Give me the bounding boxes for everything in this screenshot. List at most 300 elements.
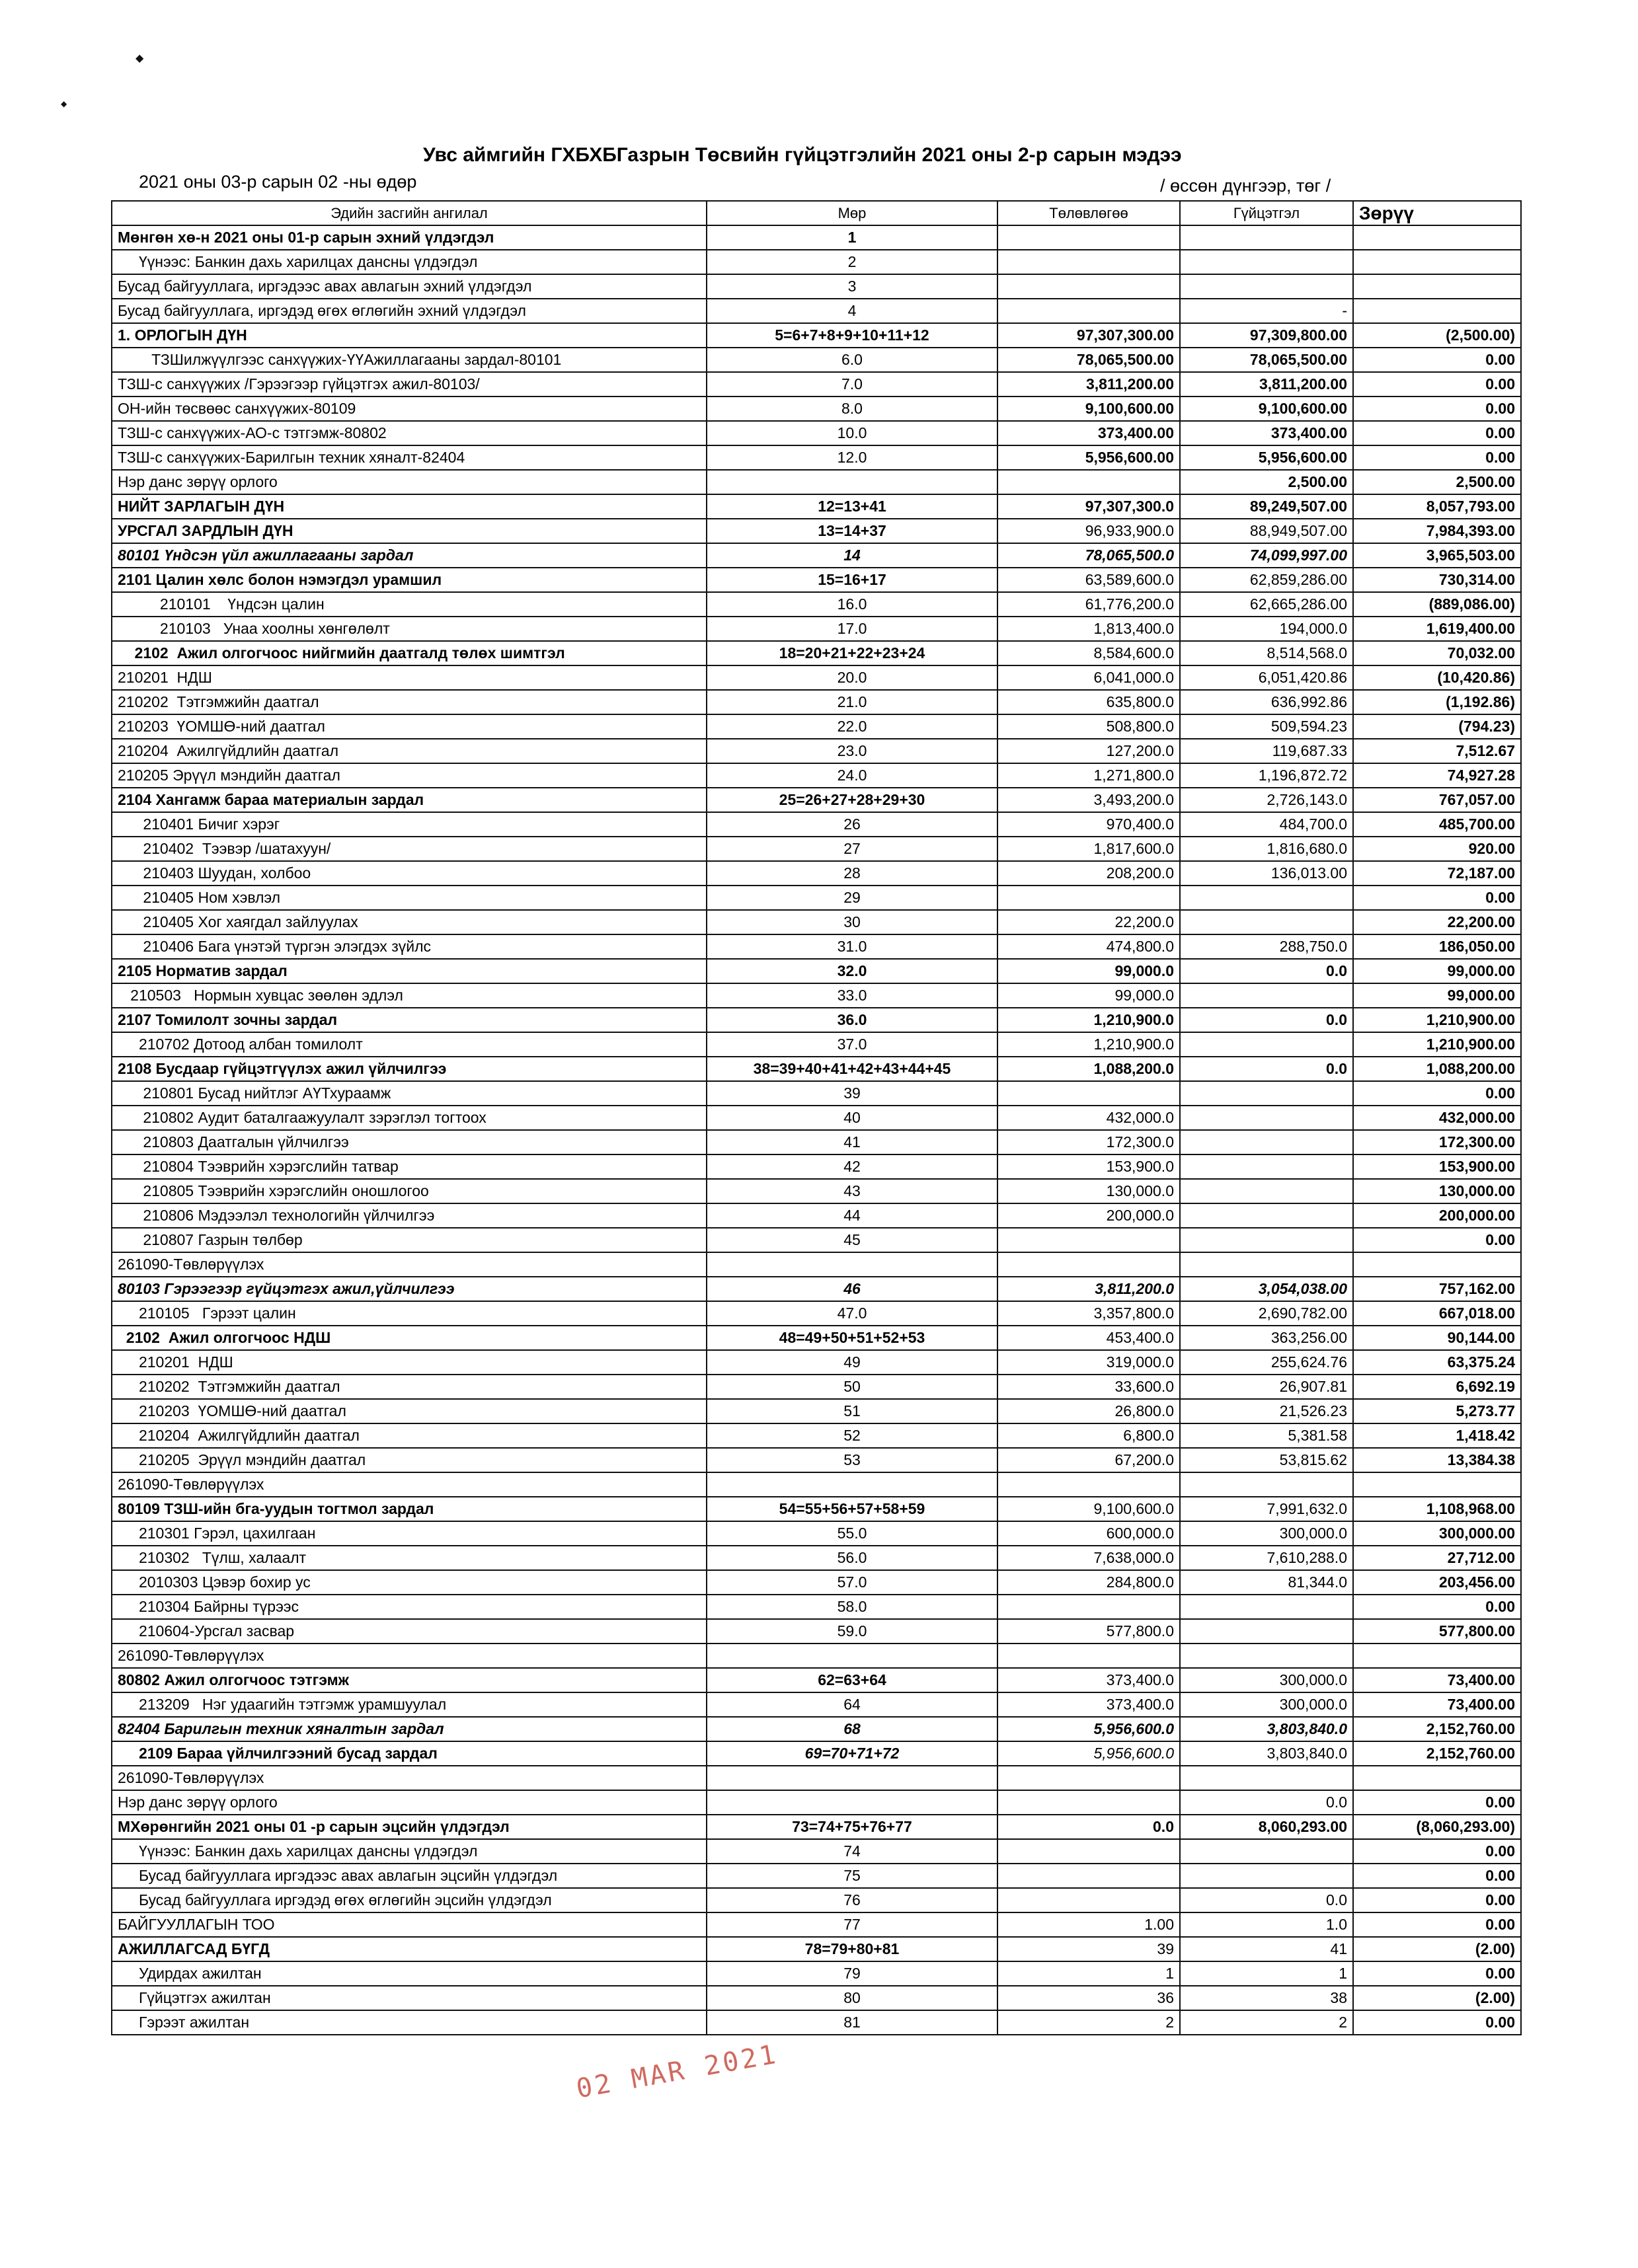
table-row: [112, 1644, 1521, 1668]
row-difference: 99,000.00: [1353, 983, 1521, 1008]
row-difference: [1353, 1472, 1521, 1497]
row-actual: 41: [1180, 1937, 1353, 1961]
row-number: 75: [707, 1864, 997, 1888]
header-category: Эдийн засгийн ангилал: [112, 201, 707, 225]
row-actual: 1,816,680.0: [1180, 837, 1353, 861]
row-number: 12.0: [707, 445, 997, 470]
table-row: [112, 1912, 1521, 1937]
row-plan: 474,800.0: [997, 934, 1180, 959]
row-category: 261090-Төвлөрүүлэх: [112, 1472, 707, 1497]
row-category: АЖИЛЛАГСАД БҮГД: [112, 1937, 707, 1961]
row-number: 47.0: [707, 1301, 997, 1326]
row-difference: 0.00: [1353, 397, 1521, 421]
row-plan: [997, 1252, 1180, 1277]
table-row: [112, 1472, 1521, 1497]
table-row: [112, 665, 1521, 690]
row-category: 2105 Норматив зардал: [112, 959, 707, 983]
table-row: [112, 837, 1521, 861]
table-row: [112, 1228, 1521, 1252]
row-category: 210805 Тээврийн хэрэгслийн оношлогоо: [112, 1179, 707, 1203]
row-category: 2101 Цалин хөлс болон нэмэгдэл урамшил: [112, 568, 707, 592]
row-difference: 7,984,393.00: [1353, 519, 1521, 543]
row-difference: 73,400.00: [1353, 1668, 1521, 1692]
row-difference: 757,162.00: [1353, 1277, 1521, 1301]
row-actual: 1,196,872.72: [1180, 763, 1353, 788]
row-difference: 0.00: [1353, 421, 1521, 445]
row-plan: 26,800.0: [997, 1399, 1180, 1423]
table-row: [112, 1839, 1521, 1864]
row-number: 48=49+50+51+52+53: [707, 1326, 997, 1350]
row-category: 210101 Үндсэн цалин: [112, 592, 707, 617]
row-actual: 5,381.58: [1180, 1423, 1353, 1448]
row-plan: [997, 1644, 1180, 1668]
table-row: [112, 592, 1521, 617]
row-category: 210203 ҮОМШӨ-ний даатгал: [112, 714, 707, 739]
table-row: [112, 1008, 1521, 1032]
row-number: 42: [707, 1154, 997, 1179]
row-actual: 300,000.0: [1180, 1668, 1353, 1692]
row-plan: 3,493,200.0: [997, 788, 1180, 812]
table-row: [112, 1399, 1521, 1423]
row-number: [707, 1252, 997, 1277]
row-plan: 284,800.0: [997, 1570, 1180, 1595]
row-number: 51: [707, 1399, 997, 1423]
row-category: 210406 Бага үнэтэй түргэн элэгдэх зүйлс: [112, 934, 707, 959]
row-plan: 172,300.0: [997, 1130, 1180, 1154]
row-plan: 36: [997, 1986, 1180, 2010]
row-actual: 0.0: [1180, 1790, 1353, 1815]
row-category: 2102 Ажил олгогчоос НДШ: [112, 1326, 707, 1350]
row-category: 210205 Эрүүл мэндийн даатгал: [112, 1448, 707, 1472]
table-row: [112, 323, 1521, 348]
table-row: [112, 1986, 1521, 2010]
row-category: Гүйцэтгэх ажилтан: [112, 1986, 707, 2010]
row-number: 62=63+64: [707, 1668, 997, 1692]
row-difference: (794.23): [1353, 714, 1521, 739]
row-actual: [1180, 1766, 1353, 1790]
row-number: 8.0: [707, 397, 997, 421]
row-plan: 130,000.0: [997, 1179, 1180, 1203]
row-actual: [1180, 1472, 1353, 1497]
row-difference: [1353, 250, 1521, 274]
row-difference: (10,420.86): [1353, 665, 1521, 690]
row-difference: 74,927.28: [1353, 763, 1521, 788]
row-category: БАЙГУУЛЛАГЫН ТОО: [112, 1912, 707, 1937]
row-category: 210205 Эрүүл мэндийн даатгал: [112, 763, 707, 788]
row-category: 80101 Үндсэн үйл ажиллагааны зардал: [112, 543, 707, 568]
row-number: 56.0: [707, 1546, 997, 1570]
row-plan: 3,811,200.00: [997, 372, 1180, 397]
table-row: [112, 274, 1521, 299]
row-number: 39: [707, 1081, 997, 1106]
row-difference: 153,900.00: [1353, 1154, 1521, 1179]
row-number: 12=13+41: [707, 494, 997, 519]
row-difference: 0.00: [1353, 372, 1521, 397]
row-plan: 9,100,600.00: [997, 397, 1180, 421]
header-actual: Гүйцэтгэл: [1180, 201, 1353, 225]
row-difference: 0.00: [1353, 1888, 1521, 1912]
row-actual: 1: [1180, 1961, 1353, 1986]
row-number: [707, 1766, 997, 1790]
row-difference: 730,314.00: [1353, 568, 1521, 592]
row-actual: 7,610,288.0: [1180, 1546, 1353, 1570]
table-row: [112, 983, 1521, 1008]
row-plan: 67,200.0: [997, 1448, 1180, 1472]
row-actual: [1180, 1644, 1353, 1668]
row-difference: 1,108,968.00: [1353, 1497, 1521, 1521]
header-difference: Зөрүү: [1353, 201, 1521, 225]
row-difference: 0.00: [1353, 1790, 1521, 1815]
row-actual: 300,000.0: [1180, 1692, 1353, 1717]
row-number: [707, 1644, 997, 1668]
table-row: [112, 1203, 1521, 1228]
row-difference: 70,032.00: [1353, 641, 1521, 665]
row-number: 23.0: [707, 739, 997, 763]
table-row: [112, 959, 1521, 983]
row-actual: [1180, 225, 1353, 250]
row-plan: 1,817,600.0: [997, 837, 1180, 861]
row-actual: 2,500.00: [1180, 470, 1353, 494]
row-number: 27: [707, 837, 997, 861]
row-actual: 21,526.23: [1180, 1399, 1353, 1423]
row-category: 210103 Унаа хоолны хөнгөлөлт: [112, 617, 707, 641]
row-category: 210202 Тэтгэмжийн даатгал: [112, 690, 707, 714]
row-number: [707, 1790, 997, 1815]
row-number: 32.0: [707, 959, 997, 983]
row-actual: 0.0: [1180, 959, 1353, 983]
table-row: [112, 1570, 1521, 1595]
row-difference: (2.00): [1353, 1937, 1521, 1961]
row-number: 54=55+56+57+58+59: [707, 1497, 997, 1521]
row-category: Бусад байгууллага иргэдэд өгөх өглөгийн эцсийн үлдэгдэл: [112, 1888, 707, 1912]
row-actual: 288,750.0: [1180, 934, 1353, 959]
row-actual: 9,100,600.00: [1180, 397, 1353, 421]
row-plan: 508,800.0: [997, 714, 1180, 739]
row-plan: 153,900.0: [997, 1154, 1180, 1179]
row-category: ТЗШ-с санхүүжих /Гэрээгээр гүйцэтгэх ажил-80103/: [112, 372, 707, 397]
row-category: 210403 Шуудан, холбоо: [112, 861, 707, 886]
row-number: 73=74+75+76+77: [707, 1815, 997, 1839]
date-stamp: 02 MAR 2021: [574, 2039, 781, 2105]
table-row: [112, 1057, 1521, 1081]
row-difference: 767,057.00: [1353, 788, 1521, 812]
row-plan: 453,400.0: [997, 1326, 1180, 1350]
row-category: Үүнээс: Банкин дахь харилцах дансны үлдэгдэл: [112, 250, 707, 274]
row-plan: 600,000.0: [997, 1521, 1180, 1546]
row-category: 210806 Мэдээлэл технологийн үйлчилгээ: [112, 1203, 707, 1228]
row-difference: 2,152,760.00: [1353, 1717, 1521, 1741]
row-number: 22.0: [707, 714, 997, 739]
row-category: 210204 Ажилгүйдлийн даатгал: [112, 1423, 707, 1448]
row-category: Удирдах ажилтан: [112, 1961, 707, 1986]
row-difference: 0.00: [1353, 445, 1521, 470]
table-row: [112, 739, 1521, 763]
row-actual: [1180, 1595, 1353, 1619]
table-row: [112, 2010, 1521, 2035]
row-difference: 172,300.00: [1353, 1130, 1521, 1154]
row-difference: 22,200.00: [1353, 910, 1521, 934]
row-difference: 0.00: [1353, 348, 1521, 372]
row-difference: [1353, 274, 1521, 299]
row-number: 18=20+21+22+23+24: [707, 641, 997, 665]
row-number: 25=26+27+28+29+30: [707, 788, 997, 812]
row-plan: 97,307,300.0: [997, 494, 1180, 519]
row-difference: 1,210,900.00: [1353, 1032, 1521, 1057]
row-number: 14: [707, 543, 997, 568]
table-row: [112, 1277, 1521, 1301]
row-category: 210203 ҮОМШӨ-ний даатгал: [112, 1399, 707, 1423]
row-category: 80802 Ажил олгогчоос тэтгэмж: [112, 1668, 707, 1692]
row-difference: (2,500.00): [1353, 323, 1521, 348]
row-category: 261090-Төвлөрүүлэх: [112, 1644, 707, 1668]
table-row: [112, 299, 1521, 323]
table-row: [112, 1668, 1521, 1692]
table-row: [112, 372, 1521, 397]
row-number: 49: [707, 1350, 997, 1375]
header-row-number: Мөр: [707, 201, 997, 225]
row-plan: [997, 250, 1180, 274]
row-category: 2108 Бусдаар гүйцэтгүүлэх ажил үйлчилгээ: [112, 1057, 707, 1081]
row-plan: 208,200.0: [997, 861, 1180, 886]
row-category: 210803 Даатгалын үйлчилгээ: [112, 1130, 707, 1154]
row-difference: 6,692.19: [1353, 1375, 1521, 1399]
table-row: [112, 421, 1521, 445]
row-number: 57.0: [707, 1570, 997, 1595]
row-category: ОН-ийн төсвөөс санхүүжих-80109: [112, 397, 707, 421]
row-actual: [1180, 274, 1353, 299]
row-category: 210402 Тээвэр /шатахуун/: [112, 837, 707, 861]
row-difference: 130,000.00: [1353, 1179, 1521, 1203]
row-category: 2010303 Цэвэр бохир ус: [112, 1570, 707, 1595]
row-actual: 74,099,997.00: [1180, 543, 1353, 568]
row-plan: 432,000.0: [997, 1106, 1180, 1130]
row-number: 36.0: [707, 1008, 997, 1032]
row-plan: 6,800.0: [997, 1423, 1180, 1448]
row-number: [707, 470, 997, 494]
row-difference: 63,375.24: [1353, 1350, 1521, 1375]
row-actual: 97,309,800.00: [1180, 323, 1353, 348]
row-number: 5=6+7+8+9+10+11+12: [707, 323, 997, 348]
row-plan: 8,584,600.0: [997, 641, 1180, 665]
table-row: [112, 1888, 1521, 1912]
row-difference: 13,384.38: [1353, 1448, 1521, 1472]
row-actual: 5,956,600.00: [1180, 445, 1353, 470]
row-plan: 78,065,500.00: [997, 348, 1180, 372]
table-row: [112, 1790, 1521, 1815]
row-category: 210302 Түлш, халаалт: [112, 1546, 707, 1570]
row-category: 210802 Аудит баталгаажуулалт зэрэглэл тогтоох: [112, 1106, 707, 1130]
table-row: [112, 1252, 1521, 1277]
row-number: 50: [707, 1375, 997, 1399]
row-plan: [997, 1888, 1180, 1912]
row-plan: 9,100,600.0: [997, 1497, 1180, 1521]
row-category: Үүнээс: Банкин дахь харилцах дансны үлдэгдэл: [112, 1839, 707, 1864]
row-actual: 6,051,420.86: [1180, 665, 1353, 690]
table-row: [112, 397, 1521, 421]
row-category: Мөнгөн хө-н 2021 оны 01-р сарын эхний үлдэгдэл: [112, 225, 707, 250]
row-actual: -: [1180, 299, 1353, 323]
row-category: 210405 Хог хаягдал зайлуулах: [112, 910, 707, 934]
row-plan: 3,357,800.0: [997, 1301, 1180, 1326]
table-row: [112, 1815, 1521, 1839]
table-row: [112, 1864, 1521, 1888]
row-difference: [1353, 225, 1521, 250]
table-row: [112, 348, 1521, 372]
row-actual: [1180, 886, 1353, 910]
row-plan: 61,776,200.0: [997, 592, 1180, 617]
row-category: 210304 Байрны түрээс: [112, 1595, 707, 1619]
row-difference: (889,086.00): [1353, 592, 1521, 617]
row-actual: 88,949,507.00: [1180, 519, 1353, 543]
table-row: [112, 1961, 1521, 1986]
unit-note: / өссөн дүнгээр, төг /: [1160, 176, 1331, 196]
row-number: 17.0: [707, 617, 997, 641]
table-row: [112, 788, 1521, 812]
table-row: [112, 494, 1521, 519]
row-actual: [1180, 1203, 1353, 1228]
row-difference: 0.00: [1353, 1912, 1521, 1937]
table-row: [112, 1350, 1521, 1375]
row-number: 20.0: [707, 665, 997, 690]
row-difference: [1353, 1766, 1521, 1790]
table-row: [112, 543, 1521, 568]
row-number: 28: [707, 861, 997, 886]
row-plan: 5,956,600.0: [997, 1741, 1180, 1766]
table-row: [112, 1106, 1521, 1130]
row-actual: [1180, 1081, 1353, 1106]
row-difference: 5,273.77: [1353, 1399, 1521, 1423]
row-number: 41: [707, 1130, 997, 1154]
row-difference: 1,088,200.00: [1353, 1057, 1521, 1081]
row-actual: 1.0: [1180, 1912, 1353, 1937]
row-plan: 0.0: [997, 1815, 1180, 1839]
row-category: 261090-Төвлөрүүлэх: [112, 1766, 707, 1790]
row-category: 210503 Нормын хувцас зөөлөн эдлэл: [112, 983, 707, 1008]
row-plan: [997, 1790, 1180, 1815]
row-number: 77: [707, 1912, 997, 1937]
row-plan: 1: [997, 1961, 1180, 1986]
row-actual: [1180, 1864, 1353, 1888]
row-plan: [997, 1595, 1180, 1619]
row-plan: 63,589,600.0: [997, 568, 1180, 592]
row-plan: [997, 1472, 1180, 1497]
row-difference: 99,000.00: [1353, 959, 1521, 983]
row-actual: 2,690,782.00: [1180, 1301, 1353, 1326]
row-actual: 2: [1180, 2010, 1353, 2035]
row-actual: 636,992.86: [1180, 690, 1353, 714]
row-category: 210301 Гэрэл, цахилгаан: [112, 1521, 707, 1546]
row-plan: [997, 299, 1180, 323]
table-row: [112, 934, 1521, 959]
row-difference: 0.00: [1353, 1595, 1521, 1619]
row-difference: 667,018.00: [1353, 1301, 1521, 1326]
row-plan: 200,000.0: [997, 1203, 1180, 1228]
row-plan: 2: [997, 2010, 1180, 2035]
row-category: ТЗШилжүүлгээс санхүүжих-ҮҮАжиллагааны зардал-80101: [112, 348, 707, 372]
row-number: [707, 1472, 997, 1497]
row-number: 37.0: [707, 1032, 997, 1057]
row-category: 210604-Урсгал засвар: [112, 1619, 707, 1644]
row-number: 69=70+71+72: [707, 1741, 997, 1766]
row-actual: [1180, 1252, 1353, 1277]
row-difference: 2,152,760.00: [1353, 1741, 1521, 1766]
table-row: [112, 714, 1521, 739]
row-category: 210105 Гэрээт цалин: [112, 1301, 707, 1326]
table-row: [112, 1497, 1521, 1521]
table-row: [112, 641, 1521, 665]
row-actual: [1180, 250, 1353, 274]
row-number: 31.0: [707, 934, 997, 959]
row-plan: 970,400.0: [997, 812, 1180, 837]
row-plan: 96,933,900.0: [997, 519, 1180, 543]
row-difference: 0.00: [1353, 1228, 1521, 1252]
row-difference: [1353, 1644, 1521, 1668]
row-category: 210405 Ном хэвлэл: [112, 886, 707, 910]
table-row: [112, 763, 1521, 788]
row-actual: 484,700.0: [1180, 812, 1353, 837]
row-actual: 89,249,507.00: [1180, 494, 1353, 519]
row-category: 210807 Газрын төлбөр: [112, 1228, 707, 1252]
row-difference: 1,619,400.00: [1353, 617, 1521, 641]
row-actual: [1180, 1179, 1353, 1203]
row-actual: 62,859,286.00: [1180, 568, 1353, 592]
row-actual: 194,000.0: [1180, 617, 1353, 641]
row-difference: 577,800.00: [1353, 1619, 1521, 1644]
row-plan: 373,400.0: [997, 1668, 1180, 1692]
table-row: [112, 1741, 1521, 1766]
row-plan: 577,800.0: [997, 1619, 1180, 1644]
row-number: 68: [707, 1717, 997, 1741]
row-actual: [1180, 1130, 1353, 1154]
row-plan: [997, 274, 1180, 299]
row-plan: [997, 1228, 1180, 1252]
row-plan: 99,000.0: [997, 983, 1180, 1008]
row-category: 210801 Бусад нийтлэг АҮТхураамж: [112, 1081, 707, 1106]
row-difference: 485,700.00: [1353, 812, 1521, 837]
row-category: Бусад байгууллага, иргэдээс авах авлагын эхний үлдэгдэл: [112, 274, 707, 299]
header-plan: Төлөвлөгөө: [997, 201, 1180, 225]
row-plan: 1,210,900.0: [997, 1008, 1180, 1032]
row-category: НИЙТ ЗАРЛАГЫН ДҮН: [112, 494, 707, 519]
row-plan: [997, 1864, 1180, 1888]
row-category: ТЗШ-с санхүүжих-Барилгын техник хяналт-82404: [112, 445, 707, 470]
row-actual: 300,000.0: [1180, 1521, 1353, 1546]
row-difference: (1,192.86): [1353, 690, 1521, 714]
row-plan: 78,065,500.0: [997, 543, 1180, 568]
table-row: [112, 1081, 1521, 1106]
row-difference: [1353, 299, 1521, 323]
row-number: 16.0: [707, 592, 997, 617]
table-row: [112, 690, 1521, 714]
row-plan: 373,400.0: [997, 1692, 1180, 1717]
row-plan: 1,813,400.0: [997, 617, 1180, 641]
row-plan: 1,271,800.0: [997, 763, 1180, 788]
row-difference: 72,187.00: [1353, 861, 1521, 886]
row-actual: [1180, 1106, 1353, 1130]
row-category: 210702 Дотоод албан томилолт: [112, 1032, 707, 1057]
table-row: [112, 1937, 1521, 1961]
row-actual: 3,803,840.0: [1180, 1717, 1353, 1741]
row-plan: [997, 225, 1180, 250]
row-actual: [1180, 1839, 1353, 1864]
row-plan: [997, 1839, 1180, 1864]
row-difference: 0.00: [1353, 2010, 1521, 2035]
row-difference: 0.00: [1353, 1961, 1521, 1986]
row-actual: [1180, 1228, 1353, 1252]
table-row: [112, 225, 1521, 250]
row-actual: 3,803,840.0: [1180, 1741, 1353, 1766]
row-number: 58.0: [707, 1595, 997, 1619]
